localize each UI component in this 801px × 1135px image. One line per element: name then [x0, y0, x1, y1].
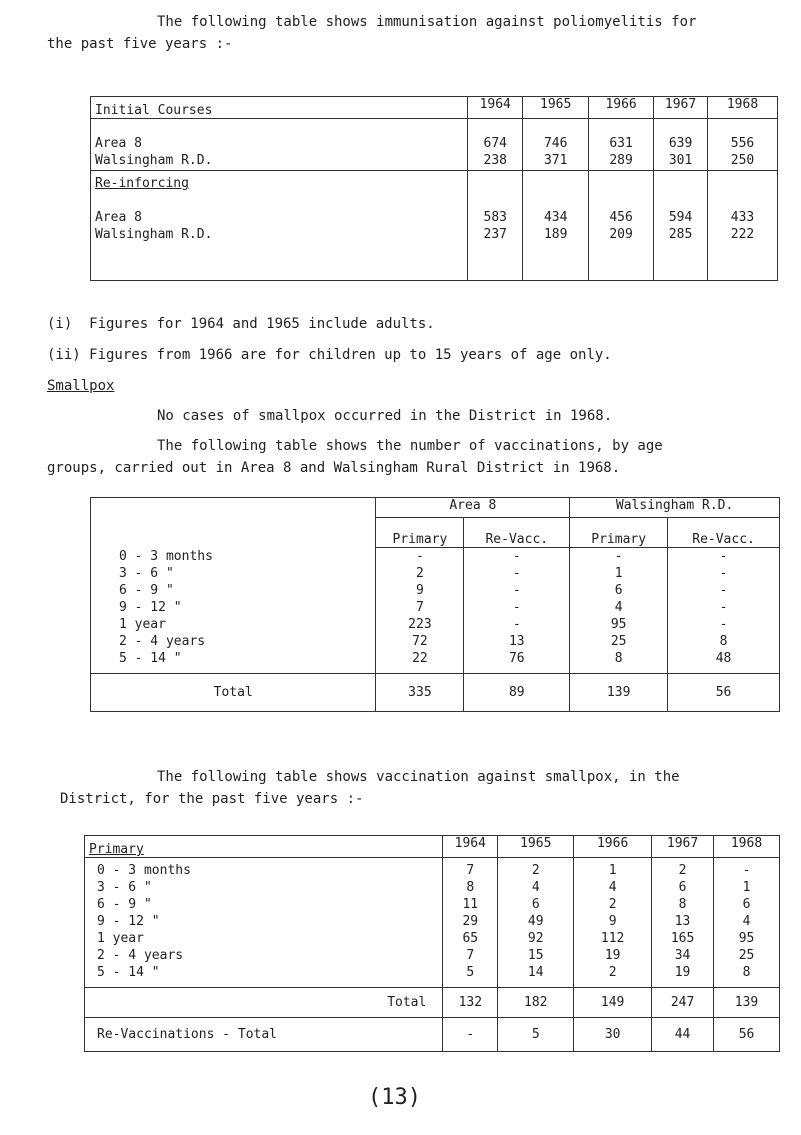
polio-initial-labels: [91, 119, 468, 171]
value: 4: [742, 914, 751, 929]
district-column: [574, 858, 652, 988]
district-column: [443, 858, 498, 988]
value: 674: [483, 136, 507, 151]
value: -: [512, 617, 521, 632]
value: 4: [531, 880, 540, 895]
value: 631: [609, 136, 633, 151]
age-group: 2 - 4 years: [97, 948, 184, 963]
revacc-total: 30: [574, 1018, 652, 1052]
age-group: 3 - 6 ": [119, 565, 174, 581]
value: 2: [608, 965, 617, 980]
age-group: 0 - 3 months: [119, 548, 213, 564]
district-total-label: Total: [85, 988, 443, 1018]
value: 4: [608, 880, 617, 895]
district-total: 139: [714, 988, 780, 1018]
value: 72: [412, 634, 428, 649]
value: 19: [674, 965, 691, 980]
value: -: [719, 617, 728, 632]
district-corner: [85, 836, 443, 858]
district-total: 182: [498, 988, 574, 1018]
value: 6: [531, 897, 540, 912]
value: 2: [531, 863, 540, 878]
district-year: 1968: [714, 836, 780, 858]
age-group: 1 year: [97, 931, 144, 946]
polio-cell: [708, 119, 778, 171]
value: 65: [462, 931, 479, 946]
polio-year: 1966: [589, 97, 654, 119]
value: 8: [678, 897, 687, 912]
value: 237: [483, 227, 507, 242]
value: 8: [614, 651, 623, 666]
district-vaccination-table: [84, 835, 780, 1052]
smallpox-para-1: No cases of smallpox occurred in the District in 1968.: [157, 408, 613, 424]
value: -: [512, 583, 521, 598]
value: 433: [730, 210, 755, 225]
district-total: 247: [652, 988, 714, 1018]
value: 583: [483, 210, 507, 225]
age-group: 9 - 12 ": [119, 599, 182, 615]
district-year: 1965: [498, 836, 574, 858]
value: 9: [608, 914, 617, 929]
value: -: [512, 566, 521, 581]
smallpox-para-2-line-2: groups, carried out in Area 8 and Walsingham Rural District in 1968.: [47, 460, 621, 476]
revacc-total: 44: [652, 1018, 714, 1052]
vacc-corner: [91, 498, 376, 548]
vacc-total: 56: [668, 674, 780, 712]
age-group: 3 - 6 ": [97, 880, 152, 895]
value: 556: [730, 136, 755, 151]
value: 209: [609, 227, 633, 242]
district-year: 1967: [652, 836, 714, 858]
district-age-labels: [85, 858, 443, 988]
value: 4: [614, 600, 623, 615]
polio-year: 1965: [523, 97, 589, 119]
revacc-total: -: [443, 1018, 498, 1052]
age-group: 5 - 14 ": [97, 965, 160, 980]
value: 29: [462, 914, 479, 929]
polio-cell: [523, 171, 589, 281]
value: 25: [610, 634, 627, 649]
polio-corner-label: Initial Courses: [95, 103, 213, 118]
row-label: Area 8: [95, 136, 142, 151]
row-label: Walsingham R.D.: [95, 153, 213, 168]
walsingham-header: Walsingham R.D.: [570, 498, 780, 518]
value: 92: [527, 931, 544, 946]
sub-header: Re-Vacc.: [464, 518, 570, 548]
value: -: [719, 549, 728, 564]
value: 250: [730, 153, 755, 168]
value: -: [742, 863, 751, 878]
district-column: [652, 858, 714, 988]
polio-reinforcing-labels: [91, 171, 468, 281]
page-number: (13): [368, 1085, 421, 1110]
value: 25: [738, 948, 755, 963]
value: 1: [742, 880, 751, 895]
value: 2: [416, 566, 424, 581]
vacc-column: [668, 548, 780, 674]
value: 1: [614, 566, 623, 581]
polio-year: 1964: [468, 97, 523, 119]
value: 223: [408, 617, 432, 632]
polio-cell: [654, 119, 708, 171]
value: 289: [609, 153, 633, 168]
revacc-total: 5: [498, 1018, 574, 1052]
value: 5: [466, 965, 475, 980]
value: 13: [508, 634, 525, 649]
intro2-line-1: The following table shows vaccination against smallpox, in the: [157, 769, 680, 785]
age-group: 1 year: [119, 616, 166, 632]
value: 11: [462, 897, 479, 912]
district-total: 149: [574, 988, 652, 1018]
value: 112: [600, 931, 625, 946]
value: 7: [466, 863, 475, 878]
district-corner-label: Primary: [89, 842, 144, 857]
district-total: 132: [443, 988, 498, 1018]
intro-line-2: the past five years :-: [47, 36, 233, 52]
district-column: [714, 858, 780, 988]
value: -: [719, 583, 728, 598]
value: 95: [738, 931, 755, 946]
row-label: Area 8: [95, 210, 142, 225]
value: 6: [678, 880, 687, 895]
age-group: 9 - 12 ": [97, 914, 160, 929]
polio-year: 1968: [708, 97, 778, 119]
vacc-total: 89: [464, 674, 570, 712]
sub-header: Primary: [376, 518, 464, 548]
smallpox-heading: Smallpox: [47, 378, 115, 394]
value: 14: [527, 965, 544, 980]
note-2: (ii) Figures from 1966 are for children up to 15 years of age only.: [47, 347, 612, 363]
reinforcing-heading: Re-inforcing: [95, 176, 189, 191]
vacc-total: 335: [376, 674, 464, 712]
value: 238: [483, 153, 507, 168]
value: 7: [416, 600, 424, 615]
value: 639: [668, 136, 693, 151]
value: 165: [670, 931, 695, 946]
polio-year: 1967: [654, 97, 708, 119]
sub-header: Primary: [570, 518, 668, 548]
value: -: [512, 600, 521, 615]
value: 371: [543, 153, 568, 168]
polio-corner-cell: [91, 97, 468, 119]
value: 8: [719, 634, 728, 649]
intro2-line-2: District, for the past five years :-: [60, 791, 364, 807]
age-group: 6 - 9 ": [97, 897, 152, 912]
value: 6: [742, 897, 751, 912]
value: 48: [715, 651, 732, 666]
age-group: 2 - 4 years: [119, 633, 206, 649]
value: 2: [608, 897, 617, 912]
age-group: 5 - 14 ": [119, 650, 182, 666]
value: -: [614, 549, 623, 564]
smallpox-para-2-line-1: The following table shows the number of vaccinations, by age: [157, 438, 663, 454]
row-label: Walsingham R.D.: [95, 227, 213, 242]
polio-cell: [654, 171, 708, 281]
value: 49: [527, 914, 544, 929]
age-group: 0 - 3 months: [97, 863, 191, 878]
value: 34: [674, 948, 691, 963]
value: 6: [614, 583, 623, 598]
vacc-total: 139: [570, 674, 668, 712]
value: -: [719, 566, 728, 581]
area-8-header: Area 8: [376, 498, 570, 518]
note-1: (i) Figures for 1964 and 1965 include adults.: [47, 316, 435, 332]
revacc-total-label: Re-Vaccinations - Total: [85, 1018, 443, 1052]
value: 456: [609, 210, 633, 225]
value: 9: [416, 583, 424, 598]
value: 189: [543, 227, 568, 242]
value: 222: [730, 227, 755, 242]
polio-cell: [523, 119, 589, 171]
polio-cell: [589, 171, 654, 281]
vacc-column: [570, 548, 668, 674]
polio-cell: [589, 119, 654, 171]
value: 7: [466, 948, 475, 963]
vacc-column: [464, 548, 570, 674]
value: 285: [668, 227, 693, 242]
value: 13: [674, 914, 691, 929]
vacc-total-label: Total: [91, 674, 376, 712]
value: -: [719, 600, 728, 615]
district-year: 1964: [443, 836, 498, 858]
district-column: [498, 858, 574, 988]
polio-cell: [468, 119, 523, 171]
value: 2: [678, 863, 687, 878]
value: 15: [527, 948, 544, 963]
value: 1: [608, 863, 617, 878]
polio-cell: [468, 171, 523, 281]
vaccinations-table: [90, 497, 780, 712]
district-year: 1966: [574, 836, 652, 858]
age-group-labels: [91, 548, 376, 674]
value: 594: [668, 210, 693, 225]
age-group: 6 - 9 ": [119, 582, 174, 598]
revacc-total: 56: [714, 1018, 780, 1052]
value: -: [416, 549, 424, 564]
value: 95: [610, 617, 627, 632]
value: 76: [508, 651, 525, 666]
vacc-column: [376, 548, 464, 674]
intro-line-1: The following table shows immunisation against poliomyelitis for: [157, 14, 697, 30]
polio-cell: [708, 171, 778, 281]
value: 746: [543, 136, 568, 151]
value: 8: [742, 965, 751, 980]
polio-table: [90, 96, 778, 281]
value: 19: [604, 948, 621, 963]
value: 301: [668, 153, 693, 168]
sub-header: Re-Vacc.: [668, 518, 780, 548]
value: 8: [466, 880, 475, 895]
value: -: [512, 549, 521, 564]
value: 22: [412, 651, 428, 666]
value: 434: [543, 210, 568, 225]
